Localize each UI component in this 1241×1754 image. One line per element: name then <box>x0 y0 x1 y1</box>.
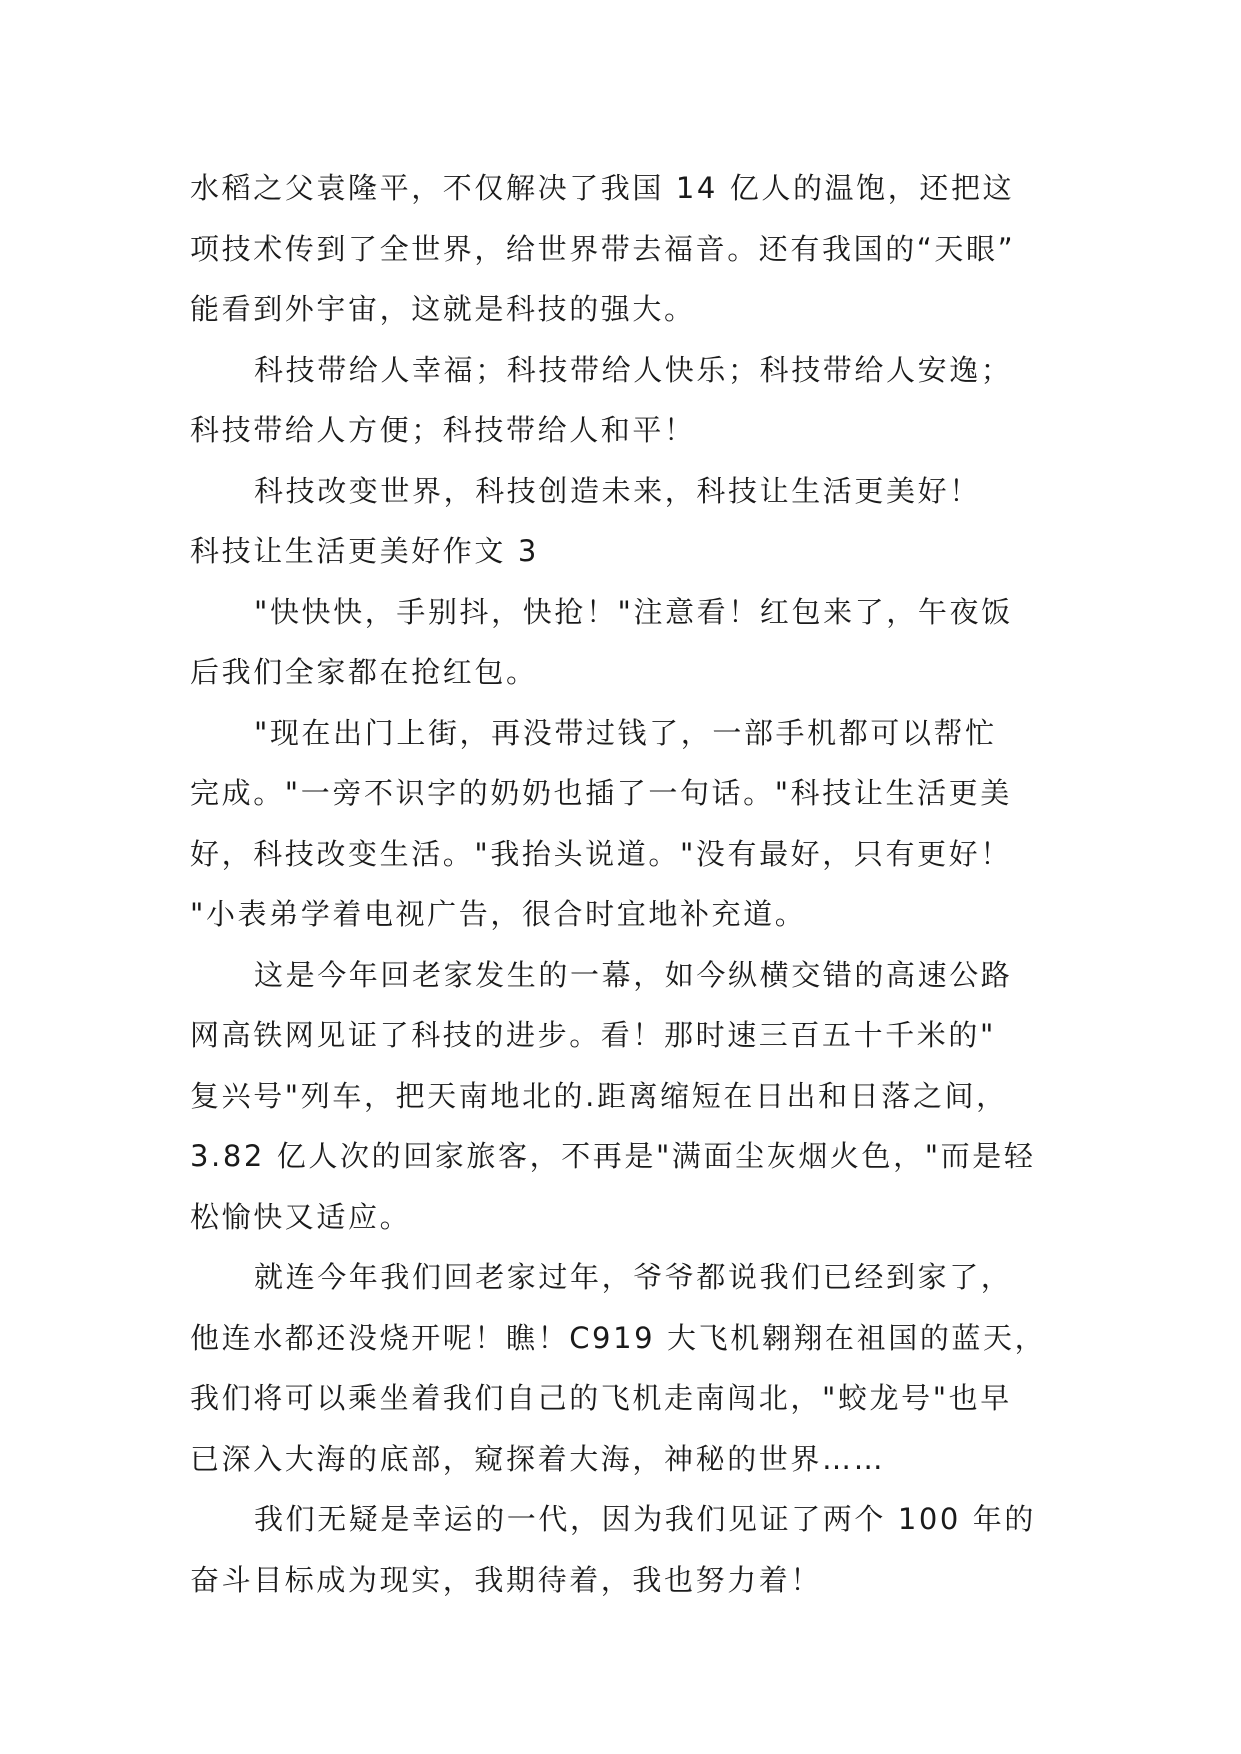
text-line: 科技带给人方便；科技带给人和平！ <box>190 413 696 447</box>
text-line: 我们无疑是幸运的一代，因为我们见证了两个 100 年的 <box>254 1502 1036 1536</box>
text-line: "快快快，手别抖，快抢！"注意看！红包来了，午夜饭 <box>254 594 1013 629</box>
text-line: 就连今年我们回老家过年，爷爷都说我们已经到家了， <box>254 1260 1013 1294</box>
text-line: 科技让生活更美好作文 3 <box>190 534 539 568</box>
text-line: 复兴号"列车，把天南地北的.距离缩短在日出和日落之间， <box>190 1078 1008 1113</box>
text-line: 水稻之父袁隆平，不仅解决了我国 14 亿人的温饱，还把这 <box>190 171 1015 205</box>
text-line: 完成。"一旁不识字的奶奶也插了一句话。"科技让生活更美 <box>190 776 1012 810</box>
text-line: 能看到外宇宙，这就是科技的强大。 <box>190 292 696 326</box>
text-line: 他连水都还没烧开呢！瞧！C919 大飞机翱翔在祖国的蓝天， <box>190 1320 1047 1355</box>
text-line: 网高铁网见证了科技的进步。看！那时速三百五十千米的" <box>190 1018 996 1052</box>
text-line: 科技改变世界，科技创造未来，科技让生活更美好！ <box>254 473 981 508</box>
text-line: 已深入大海的底部，窥探着大海，神秘的世界…… <box>190 1441 886 1476</box>
text-line: 3.82 亿人次的回家旅客，不再是"满面尘灰烟火色，"而是轻 <box>190 1139 1036 1173</box>
text-line: 奋斗目标成为现实，我期待着，我也努力着！ <box>190 1562 823 1597</box>
text-line: 科技带给人幸福；科技带给人快乐；科技带给人安逸； <box>254 352 1013 387</box>
document-body <box>190 158 1052 1610</box>
text-line: "小表弟学着电视广告，很合时宜地补充道。 <box>190 897 807 931</box>
text-line: 好，科技改变生活。"我抬头说道。"没有最好，只有更好！ <box>190 836 1012 871</box>
text-line: 后我们全家都在抢红包。 <box>190 655 538 689</box>
text-line: "现在出门上街，再没带过钱了，一部手机都可以帮忙 <box>254 715 997 750</box>
text-line: 松愉快又适应。 <box>190 1199 412 1234</box>
text-line: 我们将可以乘坐着我们自己的飞机走南闯北，"蛟龙号"也早 <box>190 1381 1012 1415</box>
text-line: 这是今年回老家发生的一幕，如今纵横交错的高速公路 <box>254 957 1013 992</box>
text-line: 项技术传到了全世界，给世界带去福音。还有我国的“天眼” <box>190 231 1016 266</box>
